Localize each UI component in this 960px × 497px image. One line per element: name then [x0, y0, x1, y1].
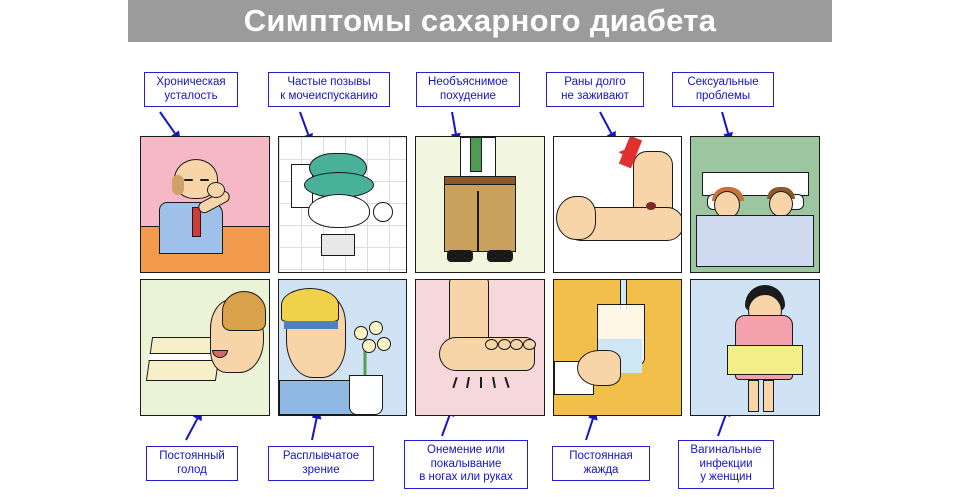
cake-cream-layer [148, 353, 219, 361]
label-blurred-vision [268, 446, 374, 481]
leg-right-shape [763, 380, 774, 412]
flower-bloom-shape [369, 321, 383, 335]
label-chronic-fatigue-text: Хроническая усталость [156, 76, 226, 102]
trouser-seam-shape [477, 191, 479, 252]
tired-man-illustration [140, 136, 270, 273]
tingle-mark [492, 377, 495, 388]
flowers-vision-illustration [278, 279, 408, 416]
leg-shape [449, 279, 489, 345]
leg-left-shape [748, 380, 759, 412]
label-numbness-tingling [404, 440, 528, 489]
toilet-bowl-shape [308, 194, 370, 228]
label-vaginal-infections-text: Вагинальные инфекции у женщин [690, 444, 762, 483]
hair-shape [222, 291, 266, 331]
symptom-illustration-grid [140, 136, 820, 416]
trousers-shape [444, 182, 515, 252]
label-slow-healing-wounds-text: Раны долго не заживают [561, 76, 629, 102]
loose-trousers-illustration [415, 136, 545, 273]
blanket-shape [696, 215, 813, 266]
numb-foot-illustration [415, 279, 545, 416]
man-head-shape [769, 191, 793, 217]
flower-bloom-shape [377, 337, 391, 351]
woman-with-sign-illustration [690, 279, 820, 416]
toilet-illustration [278, 136, 408, 273]
label-constant-hunger-text: Постоянный голод [159, 450, 225, 476]
flower-bloom-shape [362, 339, 376, 353]
cake-hunger-illustration [140, 279, 270, 416]
label-constant-hunger [146, 446, 238, 481]
torso-shape [159, 202, 223, 254]
hair-shape [172, 175, 184, 195]
blank-sign-shape [727, 345, 803, 375]
dress-shape [279, 380, 359, 415]
label-slow-healing-wounds [546, 72, 644, 107]
eye-right-shape [200, 179, 209, 181]
hair-shape [281, 288, 339, 322]
tingle-mark [480, 377, 482, 388]
label-blurred-vision-text: Расплывчатое зрение [282, 450, 360, 476]
page-title: Симптомы сахарного диабета [243, 3, 717, 38]
label-sexual-problems-text: Сексуальные проблемы [687, 76, 759, 102]
label-frequent-urination-text: Частые позывы к мочеиспусканию [280, 76, 378, 102]
glass-of-water-illustration [553, 279, 683, 416]
tingle-mark [466, 377, 469, 388]
shoe-left-shape [447, 250, 473, 262]
page-title-bar [128, 0, 832, 42]
couple-in-bed-illustration [690, 136, 820, 273]
label-unexplained-weight-loss [416, 72, 520, 107]
label-chronic-fatigue [144, 72, 238, 107]
tingle-mark [504, 377, 509, 388]
label-vaginal-infections [678, 440, 774, 489]
toilet-paper-shape [373, 202, 393, 222]
page-footer-strip [0, 491, 960, 497]
necktie-shape [470, 137, 482, 172]
label-numbness-tingling-text: Онемение или покалывание в ногах или руках [419, 444, 513, 483]
wound-spot-shape [646, 202, 656, 210]
flower-bloom-shape [354, 326, 368, 340]
arm-wound-illustration [553, 136, 683, 273]
label-unexplained-weight-loss-text: Необъяснимое похудение [428, 76, 508, 102]
shoe-right-shape [487, 250, 513, 262]
label-constant-thirst-text: Постоянная жажда [569, 450, 633, 476]
tingle-mark [453, 377, 458, 388]
hand-shape [556, 196, 596, 240]
label-frequent-urination [268, 72, 390, 107]
eye-left-shape [184, 179, 193, 181]
belt-shape [444, 176, 515, 185]
hand-shape [577, 350, 621, 386]
hand-shape [207, 182, 225, 198]
label-constant-thirst [552, 446, 650, 481]
toilet-base-shape [321, 234, 355, 256]
headband-shape [284, 321, 338, 329]
label-sexual-problems [672, 72, 774, 107]
vase-shape [349, 375, 383, 416]
